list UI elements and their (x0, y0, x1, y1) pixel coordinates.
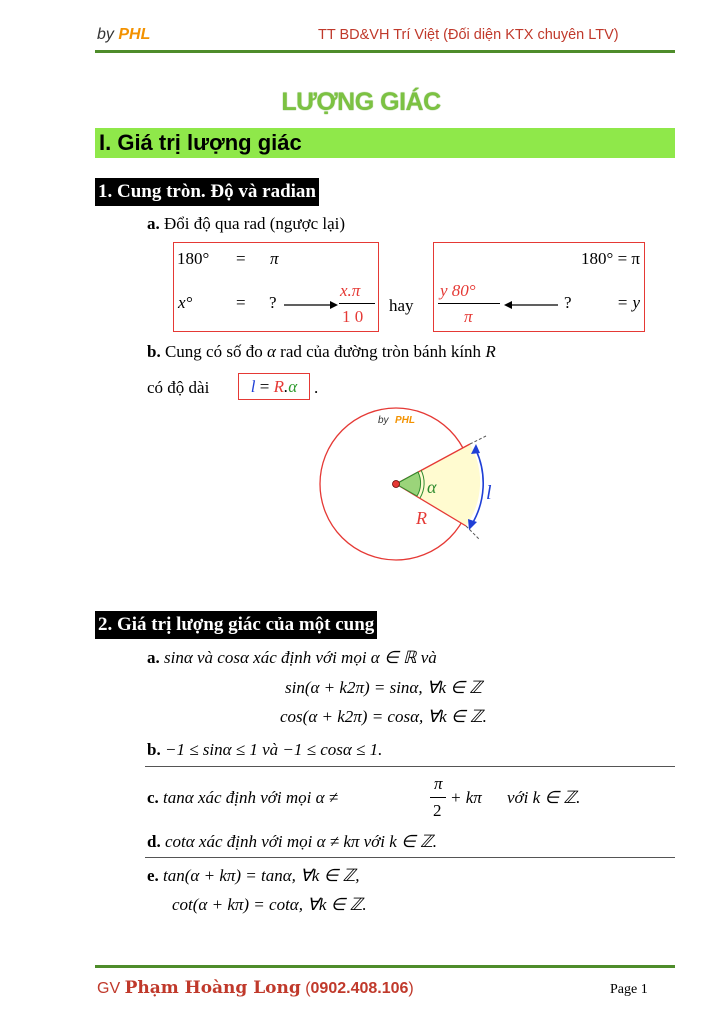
item-a-text: Đổi độ qua rad (ngược lại) (164, 214, 346, 233)
arrow-head-bottom (468, 519, 477, 530)
box-left-frac-num: x.π (340, 281, 361, 300)
page-title: LƯỢNG GIÁC (281, 88, 441, 116)
fig-brand: PHL (395, 415, 415, 426)
item-b-R: R (485, 342, 496, 361)
box-left-pi: π (270, 249, 279, 268)
footer-gv: GV (97, 980, 125, 997)
item-2c-post: + kπ (450, 788, 482, 807)
header-center-info: TT BD&VH Trí Việt (Đối diện KTX chuyên LTV) (318, 27, 619, 43)
fig-R-label: R (416, 508, 427, 528)
item-2c-frac-den: 2 (433, 801, 442, 820)
footer-phone: 0902.408.106 (310, 980, 409, 997)
box-right-frac-num: y 80° (440, 281, 476, 300)
degree-to-rad-box (173, 242, 379, 332)
item-2c-frac-num: π (434, 774, 443, 793)
eq-cos-periodic: cos(α + k2π) = cosα, ∀k ∈ ℤ. (280, 707, 487, 726)
item-2c (147, 788, 338, 808)
box-left-frac-bar (339, 303, 375, 304)
box-left-question: ? (269, 293, 277, 312)
footer-rule (95, 965, 675, 968)
item-b-text1: Cung có số đo (164, 342, 263, 361)
footer-paren-close: ) (408, 980, 414, 997)
header-brand-name: PHL (118, 26, 151, 43)
item-b (147, 342, 496, 362)
item-2e-eq2: cot(α + kπ) = cotα, ∀k ∈ ℤ. (172, 895, 367, 914)
box-right-question: ? (564, 293, 572, 312)
item-a-label: a. (147, 214, 160, 233)
header-brand-prefix: by (97, 26, 119, 43)
rad-to-degree-box (433, 242, 645, 332)
item-2e-eq1: tan(α + kπ) = tanα, ∀k ∈ ℤ, (163, 866, 360, 885)
item-2b (147, 740, 382, 760)
arrow-right-icon (282, 299, 338, 311)
box-left-frac-den: 1 0 (342, 307, 364, 326)
fig-brand-prefix: by (378, 415, 389, 426)
subsection-heading-2: 2. Giá trị lượng giác của một cung (95, 611, 377, 639)
item-2a (147, 648, 437, 668)
item-2a-line: sinα và cosα xác định với mọi α ∈ ℝ và (164, 648, 437, 667)
footer-name: Phạm Hoàng Long (124, 978, 301, 998)
item-2c-label: c. (147, 788, 159, 807)
ext-upper (470, 436, 486, 444)
arc-length-formula (238, 373, 310, 400)
arrow-left-icon (504, 299, 560, 311)
item-b-text2: rad của đường tròn bánh kính (280, 342, 482, 361)
item-a (147, 214, 345, 234)
item-2e (147, 866, 360, 886)
box-right-frac-bar (438, 303, 500, 304)
header-brand (97, 26, 150, 44)
fig-alpha-label: α (427, 477, 437, 497)
fig-l-label: l (486, 482, 492, 504)
hay-word: hay (389, 296, 414, 315)
box-left-x: x° (178, 293, 193, 312)
item-b-alpha: α (266, 342, 276, 361)
box-left-eq2: = (236, 293, 246, 312)
item-2d (147, 832, 437, 852)
header-rule (95, 50, 675, 53)
circle-sector-figure (300, 400, 510, 590)
formula-l: l (250, 377, 256, 396)
item-2c-pre: tanα xác định với mọi α ≠ (163, 788, 339, 807)
item-2e-label: e. (147, 866, 159, 885)
box-left-180: 180° (177, 249, 210, 268)
divider-2 (145, 857, 675, 858)
eq-sin-periodic: sin(α + k2π) = sinα, ∀k ∈ ℤ (285, 678, 482, 697)
ext-lower (466, 526, 480, 540)
page-number: Page 1 (610, 982, 648, 997)
box-left-eq1: = (236, 249, 246, 268)
subsection-heading-1: 1. Cung tròn. Độ và radian (95, 178, 319, 206)
formula-eq: = (255, 377, 274, 396)
divider-1 (145, 766, 675, 767)
item-b-end: . (314, 378, 319, 397)
section-heading-text: I. Giá trị lượng giác (99, 130, 302, 155)
item-b-label: b. (147, 342, 161, 361)
box-right-180: 180° = π (581, 249, 640, 268)
item-2c-frac-bar (430, 797, 446, 798)
footer-paren-open: ( (300, 980, 311, 997)
formula-R: R (273, 377, 285, 396)
section-heading (95, 128, 675, 158)
item-2a-label: a. (147, 648, 160, 667)
footer-author (97, 978, 414, 998)
item-b-line2: có độ dài (147, 378, 210, 397)
item-2d-label: d. (147, 832, 161, 851)
item-2c-tail: với k ∈ ℤ. (507, 788, 581, 807)
item-2d-line: cotα xác định với mọi α ≠ kπ với k ∈ ℤ. (164, 832, 437, 851)
box-right-eq-y: = y (616, 293, 640, 312)
item-2b-line: −1 ≤ sinα ≤ 1 và −1 ≤ cosα ≤ 1. (164, 740, 383, 759)
formula-alpha: α (288, 377, 298, 396)
center-point (393, 481, 400, 488)
item-2b-label: b. (147, 740, 161, 759)
formula-dot: . (284, 377, 289, 396)
box-right-frac-den: π (464, 307, 473, 326)
